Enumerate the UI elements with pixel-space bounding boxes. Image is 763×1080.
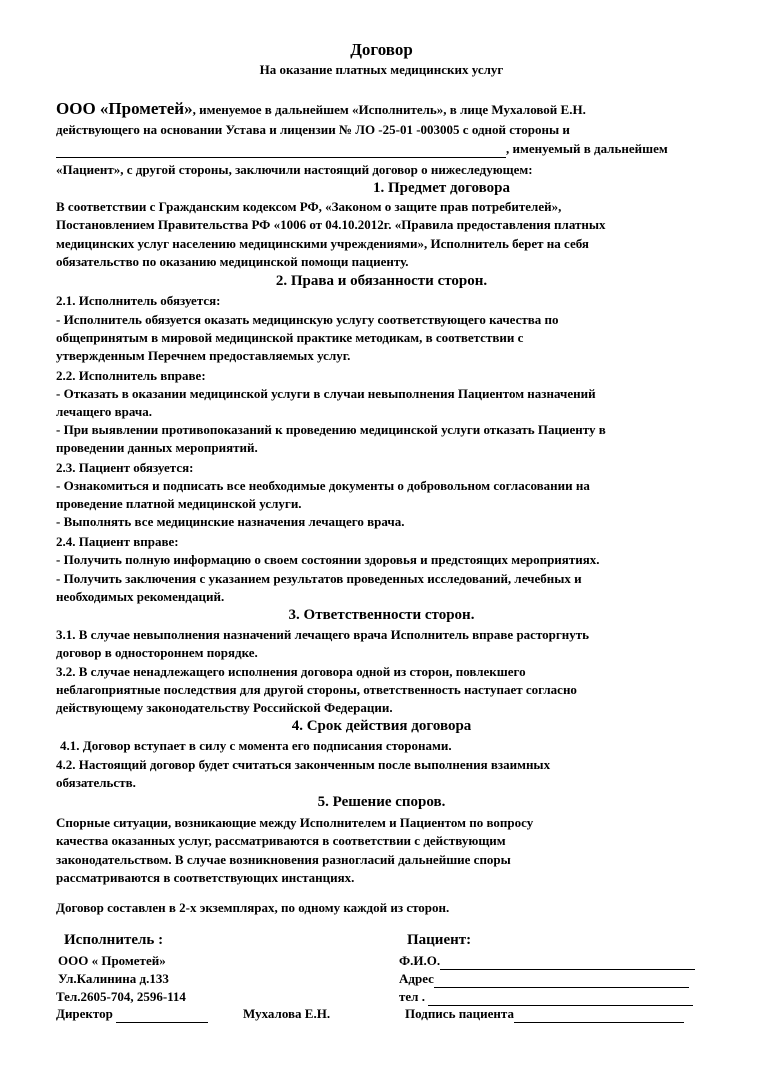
- section-3-line: 3.1. В случае невыполнения назначений лечащего врача Исполнитель вправе расторгнуть: [56, 627, 590, 642]
- section-5-line: рассматриваются в соответствующих инстанциях.: [56, 870, 355, 885]
- section-3-line: неблагоприятные последствия для другой стороны, ответственность наступает согласно: [56, 682, 577, 697]
- section-2-line: - Получить заключения с указанием результатов проведенных исследований, лечебных и: [56, 571, 582, 586]
- intro-line-3-text: , именуемый в дальнейшем: [506, 141, 668, 156]
- intro-line-1: [56, 99, 586, 119]
- section-2-line: проведении данных мероприятий.: [56, 440, 258, 455]
- section-2-line: общепринятым в мировой медицинской практике методикам, в соответствии с: [56, 330, 524, 345]
- patient-fio-label: Ф.И.О.: [399, 953, 441, 968]
- patient-phone-blank: [428, 989, 693, 1006]
- section-3-heading: 3. Ответственности сторон.: [288, 607, 475, 623]
- document-title: Договор: [350, 40, 413, 59]
- patient-fio-line: [399, 953, 695, 970]
- section-2-line: 2.3. Пациент обязуется:: [56, 460, 194, 475]
- section-4-heading: 4. Срок действия договора: [291, 718, 472, 734]
- intro-line-4: «Пациент», с другой стороны, заключили настоящий договор о нижеследующем:: [56, 162, 533, 177]
- patient-heading: Пациент:: [407, 932, 472, 948]
- copies-note: Договор составлен в 2-х экземплярах, по одному каждой из сторон.: [56, 900, 450, 915]
- section-2-line: 2.1. Исполнитель обязуется:: [56, 293, 221, 308]
- section-2-heading: 2. Права и обязанности сторон.: [275, 273, 488, 289]
- section-5-heading: 5. Решение споров.: [317, 794, 446, 810]
- section-2-line: утвержденным Перечнем предоставляемых услуг.: [56, 348, 351, 363]
- section-4-line: 4.2. Настоящий договор будет считаться законченным после выполнения взаимных: [56, 757, 551, 772]
- section-5-line: законодательством. В случае возникновения разногласий дальнейшие споры: [56, 852, 511, 867]
- document-subtitle: На оказание платных медицинских услуг: [259, 62, 504, 77]
- section-2-line: - Отказать в оказании медицинской услуги в случаи невыполнения Пациентом назначений: [56, 386, 596, 401]
- director-label: Директор: [56, 1006, 113, 1021]
- section-3-line: договор в одностороннем порядке.: [56, 645, 258, 660]
- section-2-line: - При выявлении противопоказаний к проведению медицинской услуги отказать Пациенту в: [56, 422, 606, 437]
- patient-name-blank: [56, 141, 506, 158]
- patient-phone-label: тел .: [399, 989, 425, 1004]
- section-2-line: необходимых рекомендаций.: [56, 589, 225, 604]
- section-2-line: лечащего врача.: [56, 404, 152, 419]
- intro-line-1-rest: , именуемое в дальнейшем «Исполнитель», в лице Мухаловой Е.Н.: [192, 102, 586, 117]
- section-3-line: действующему законодательству Российской Федерации.: [56, 700, 393, 715]
- section-1-line: Постановлением Правительства РФ «1006 от 04.10.2012г. «Правила предоставления платных: [56, 217, 606, 232]
- patient-fio-blank: [440, 953, 695, 970]
- section-2-line: проведение платной медицинской услуги.: [56, 496, 302, 511]
- intro-line-3: [56, 141, 668, 158]
- company-name: ООО «Прометей»: [56, 99, 193, 118]
- executor-name: ООО « Прометей»: [58, 953, 166, 968]
- section-2-line: 2.2. Исполнитель вправе:: [56, 368, 206, 383]
- patient-signature-blank: [514, 1006, 684, 1023]
- section-4-line: обязательств.: [56, 775, 136, 790]
- section-4-line: 4.1. Договор вступает в силу с момента его подписания сторонами.: [60, 738, 452, 753]
- patient-address-blank: [434, 971, 689, 988]
- executor-phone: Тел.2605-704, 2596-114: [56, 989, 186, 1004]
- intro-line-2: действующего на основании Устава и лицензии № ЛО -25-01 -003005 с одной стороны и: [56, 122, 570, 137]
- executor-address: Ул.Калинина д.133: [58, 971, 169, 986]
- director-signature-blank: [116, 1006, 208, 1023]
- section-2-line: - Ознакомиться и подписать все необходимые документы о добровольном согласовании на: [56, 478, 590, 493]
- patient-signature-label: Подпись пациента: [405, 1006, 514, 1021]
- section-1-line: медицинских услуг населению медицинскими учреждениями», Исполнитель берет на себя: [56, 236, 589, 251]
- executor-heading: Исполнитель :: [64, 932, 164, 948]
- section-1-heading: 1. Предмет договора: [372, 180, 511, 196]
- section-2-line: - Исполнитель обязуется оказать медицинскую услугу соответствующего качества по: [56, 312, 559, 327]
- patient-address-line: [399, 971, 689, 988]
- section-2-line: - Выполнять все медицинские назначения лечащего врача.: [56, 514, 405, 529]
- director-name: Мухалова Е.Н.: [243, 1006, 331, 1021]
- section-1-line: В соответствии с Гражданским кодексом РФ, «Законом о защите прав потребителей»,: [56, 199, 562, 214]
- section-2-line: 2.4. Пациент вправе:: [56, 534, 179, 549]
- patient-address-label: Адрес: [399, 971, 434, 986]
- patient-phone-line: [399, 989, 693, 1006]
- section-2-line: - Получить полную информацию о своем состоянии здоровья и предстоящих мероприятиях.: [56, 552, 600, 567]
- section-5-line: Спорные ситуации, возникающие между Исполнителем и Пациентом по вопросу: [56, 815, 534, 830]
- section-5-line: качества оказанных услуг, рассматриваются в соответствии с действующим: [56, 833, 506, 848]
- patient-signature-line: [405, 1006, 684, 1023]
- section-1-line: обязательство по оказанию медицинской помощи пациенту.: [56, 254, 409, 269]
- section-3-line: 3.2. В случае ненадлежащего исполнения договора одной из сторон, повлекшего: [56, 664, 526, 679]
- director-line: [56, 1006, 208, 1023]
